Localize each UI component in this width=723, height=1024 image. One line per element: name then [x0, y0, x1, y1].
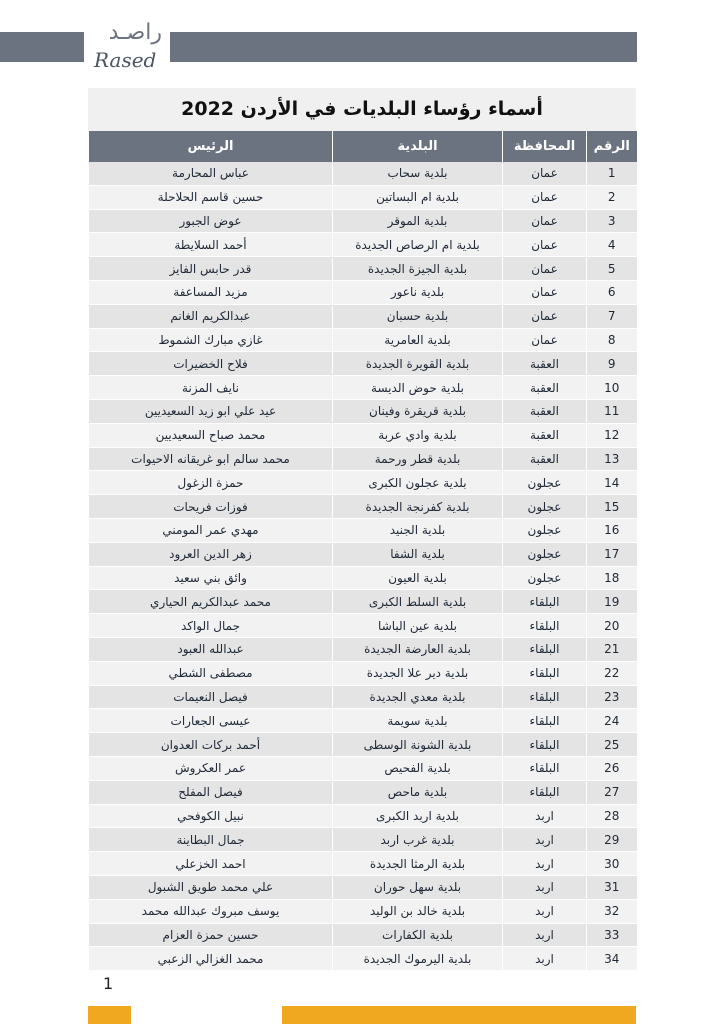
rased-logo [90, 22, 168, 72]
cell-governorate: عمان [503, 280, 587, 304]
table-row [89, 471, 637, 495]
cell-governorate: البلقاء [503, 756, 587, 780]
cell-mayor: أحمد بركات العدوان [89, 733, 333, 757]
cell-municipality: بلدية سحاب [333, 162, 503, 185]
cell-number: 3 [587, 209, 637, 233]
cell-municipality: بلدية الشفا [333, 542, 503, 566]
cell-municipality: بلدية اليرموك الجديدة [333, 947, 503, 971]
cell-governorate: العقبة [503, 352, 587, 376]
table-row [89, 280, 637, 304]
table-row [89, 162, 637, 185]
cell-governorate: العقبة [503, 399, 587, 423]
cell-mayor: مهدي عمر المومني [89, 518, 333, 542]
cell-governorate: عجلون [503, 495, 587, 519]
cell-municipality: بلدية ام البساتين [333, 185, 503, 209]
table-row [89, 376, 637, 400]
logo-latin-text: Rased [94, 48, 157, 72]
column-header-number: الرقم [587, 131, 637, 162]
cell-governorate: عمان [503, 209, 587, 233]
cell-mayor: نبيل الكوفحي [89, 804, 333, 828]
cell-governorate: العقبة [503, 447, 587, 471]
cell-municipality: بلدية خالد بن الوليد [333, 899, 503, 923]
cell-municipality: بلدية ماحص [333, 780, 503, 804]
cell-municipality: بلدية غرب اربد [333, 828, 503, 852]
cell-number: 8 [587, 328, 637, 352]
table-row [89, 828, 637, 852]
cell-governorate: عمان [503, 162, 587, 185]
cell-number: 12 [587, 423, 637, 447]
cell-municipality: بلدية الفحيص [333, 756, 503, 780]
cell-governorate: عجلون [503, 542, 587, 566]
table-row [89, 661, 637, 685]
cell-mayor: مزيد المساعفة [89, 280, 333, 304]
cell-governorate: اربد [503, 804, 587, 828]
cell-mayor: محمد عبدالكريم الحياري [89, 590, 333, 614]
table-row [89, 780, 637, 804]
cell-municipality: بلدية دير علا الجديدة [333, 661, 503, 685]
cell-mayor: جمال الواكد [89, 614, 333, 638]
cell-number: 28 [587, 804, 637, 828]
cell-municipality: بلدية الموقر [333, 209, 503, 233]
cell-municipality: بلدية الشونة الوسطى [333, 733, 503, 757]
cell-governorate: عجلون [503, 471, 587, 495]
column-header-municipality: البلدية [333, 131, 503, 162]
cell-municipality: بلدية سويمة [333, 709, 503, 733]
cell-number: 26 [587, 756, 637, 780]
table-row [89, 328, 637, 352]
cell-mayor: عيسى الجعارات [89, 709, 333, 733]
table-row [89, 233, 637, 257]
cell-governorate: عمان [503, 233, 587, 257]
header-bar-left [0, 32, 84, 62]
cell-number: 33 [587, 923, 637, 947]
cell-number: 19 [587, 590, 637, 614]
cell-mayor: عبدالله العبود [89, 637, 333, 661]
cell-governorate: اربد [503, 899, 587, 923]
cell-number: 15 [587, 495, 637, 519]
cell-number: 18 [587, 566, 637, 590]
cell-mayor: فوزات فريحات [89, 495, 333, 519]
cell-number: 27 [587, 780, 637, 804]
cell-mayor: حمزة الزغول [89, 471, 333, 495]
cell-mayor: نايف المزنة [89, 376, 333, 400]
cell-municipality: بلدية العامرية [333, 328, 503, 352]
cell-municipality: بلدية العيون [333, 566, 503, 590]
cell-municipality: بلدية الجيزة الجديدة [333, 257, 503, 281]
cell-mayor: قدر حابس الفايز [89, 257, 333, 281]
cell-municipality: بلدية عجلون الكبرى [333, 471, 503, 495]
footer-bar-left [88, 1006, 131, 1024]
cell-number: 23 [587, 685, 637, 709]
cell-governorate: اربد [503, 875, 587, 899]
table-header-row [89, 131, 637, 162]
table-row [89, 542, 637, 566]
cell-municipality: بلدية القويرة الجديدة [333, 352, 503, 376]
table-row [89, 614, 637, 638]
cell-municipality: بلدية ناعور [333, 280, 503, 304]
cell-number: 6 [587, 280, 637, 304]
cell-governorate: عمان [503, 304, 587, 328]
cell-municipality: بلدية العارضة الجديدة [333, 637, 503, 661]
cell-municipality: بلدية حسبان [333, 304, 503, 328]
cell-mayor: عباس المحارمة [89, 162, 333, 185]
cell-municipality: بلدية الجنيد [333, 518, 503, 542]
cell-governorate: اربد [503, 947, 587, 971]
table-row [89, 733, 637, 757]
page-title: أسماء رؤساء البلديات في الأردن 2022 [181, 98, 543, 120]
cell-number: 22 [587, 661, 637, 685]
column-header-mayor: الرئيس [89, 131, 333, 162]
cell-governorate: العقبة [503, 423, 587, 447]
cell-governorate: البلقاء [503, 590, 587, 614]
cell-number: 31 [587, 875, 637, 899]
table-row [89, 685, 637, 709]
cell-municipality: بلدية قطر ورحمة [333, 447, 503, 471]
table-row [89, 875, 637, 899]
cell-number: 2 [587, 185, 637, 209]
cell-municipality: بلدية الرمثا الجديدة [333, 852, 503, 876]
cell-municipality: بلدية حوض الديسة [333, 376, 503, 400]
cell-governorate: البلقاء [503, 733, 587, 757]
cell-municipality: بلدية الكفارات [333, 923, 503, 947]
cell-mayor: حسين قاسم الحلاحلة [89, 185, 333, 209]
cell-mayor: عمر العكروش [89, 756, 333, 780]
cell-mayor: فلاح الخضيرات [89, 352, 333, 376]
cell-number: 14 [587, 471, 637, 495]
footer-bar-right [282, 1006, 636, 1024]
cell-governorate: عمان [503, 185, 587, 209]
cell-mayor: يوسف مبروك عبدالله محمد [89, 899, 333, 923]
cell-municipality: بلدية السلط الكبرى [333, 590, 503, 614]
cell-number: 11 [587, 399, 637, 423]
table-row [89, 399, 637, 423]
cell-governorate: البلقاء [503, 614, 587, 638]
table-row [89, 423, 637, 447]
cell-governorate: البلقاء [503, 661, 587, 685]
table-row [89, 352, 637, 376]
cell-mayor: زهر الدين العرود [89, 542, 333, 566]
table-row [89, 709, 637, 733]
cell-governorate: اربد [503, 923, 587, 947]
cell-number: 10 [587, 376, 637, 400]
cell-mayor: عيد علي ابو زيد السعيديين [89, 399, 333, 423]
cell-number: 1 [587, 162, 637, 185]
table-row [89, 947, 637, 971]
page-number: 1 [103, 974, 114, 993]
table-row [89, 185, 637, 209]
cell-governorate: عجلون [503, 566, 587, 590]
cell-mayor: أحمد السلايطة [89, 233, 333, 257]
cell-municipality: بلدية معدي الجديدة [333, 685, 503, 709]
table-row [89, 304, 637, 328]
cell-governorate: البلقاء [503, 637, 587, 661]
cell-number: 5 [587, 257, 637, 281]
cell-governorate: البلقاء [503, 709, 587, 733]
cell-number: 25 [587, 733, 637, 757]
cell-number: 21 [587, 637, 637, 661]
cell-governorate: البلقاء [503, 685, 587, 709]
cell-governorate: عمان [503, 328, 587, 352]
cell-number: 13 [587, 447, 637, 471]
table-row [89, 566, 637, 590]
cell-number: 4 [587, 233, 637, 257]
cell-municipality: بلدية وادي عربة [333, 423, 503, 447]
mayors-table [88, 131, 637, 971]
table-row [89, 899, 637, 923]
cell-municipality: بلدية ام الرصاص الجديدة [333, 233, 503, 257]
cell-number: 16 [587, 518, 637, 542]
table-row [89, 756, 637, 780]
table-row [89, 637, 637, 661]
table-row [89, 495, 637, 519]
cell-mayor: غازي مبارك الشموط [89, 328, 333, 352]
cell-municipality: بلدية سهل حوران [333, 875, 503, 899]
table-row [89, 518, 637, 542]
table-row [89, 804, 637, 828]
cell-mayor: عوض الجبور [89, 209, 333, 233]
cell-mayor: محمد سالم ابو غريقانه الاحيوات [89, 447, 333, 471]
cell-municipality: بلدية اربد الكبرى [333, 804, 503, 828]
cell-number: 32 [587, 899, 637, 923]
cell-governorate: اربد [503, 828, 587, 852]
table-row [89, 257, 637, 281]
header-bar-right [170, 32, 637, 62]
table-row [89, 209, 637, 233]
cell-governorate: البلقاء [503, 780, 587, 804]
table-row [89, 852, 637, 876]
cell-mayor: محمد الغزالي الزعبي [89, 947, 333, 971]
cell-number: 9 [587, 352, 637, 376]
cell-number: 24 [587, 709, 637, 733]
cell-municipality: بلدية عين الباشا [333, 614, 503, 638]
cell-governorate: اربد [503, 852, 587, 876]
cell-governorate: عجلون [503, 518, 587, 542]
cell-mayor: فيصل النعيمات [89, 685, 333, 709]
logo-arabic-text: راصـد [108, 20, 162, 45]
cell-number: 29 [587, 828, 637, 852]
cell-number: 30 [587, 852, 637, 876]
cell-mayor: محمد صباح السعيديين [89, 423, 333, 447]
column-header-governorate: المحافظة [503, 131, 587, 162]
table-row [89, 447, 637, 471]
cell-number: 7 [587, 304, 637, 328]
cell-municipality: بلدية كفرنجة الجديدة [333, 495, 503, 519]
cell-number: 34 [587, 947, 637, 971]
cell-mayor: فيصل المفلح [89, 780, 333, 804]
cell-governorate: عمان [503, 257, 587, 281]
cell-mayor: عبدالكريم الغانم [89, 304, 333, 328]
cell-mayor: احمد الخزعلي [89, 852, 333, 876]
cell-number: 20 [587, 614, 637, 638]
cell-mayor: جمال البطاينة [89, 828, 333, 852]
table-row [89, 923, 637, 947]
cell-mayor: حسين حمزة العزام [89, 923, 333, 947]
cell-municipality: بلدية قريقرة وفينان [333, 399, 503, 423]
cell-mayor: علي محمد طويق الشبول [89, 875, 333, 899]
cell-number: 17 [587, 542, 637, 566]
table-row [89, 590, 637, 614]
cell-mayor: مصطفى الشطي [89, 661, 333, 685]
cell-governorate: العقبة [503, 376, 587, 400]
cell-mayor: وائق بني سعيد [89, 566, 333, 590]
